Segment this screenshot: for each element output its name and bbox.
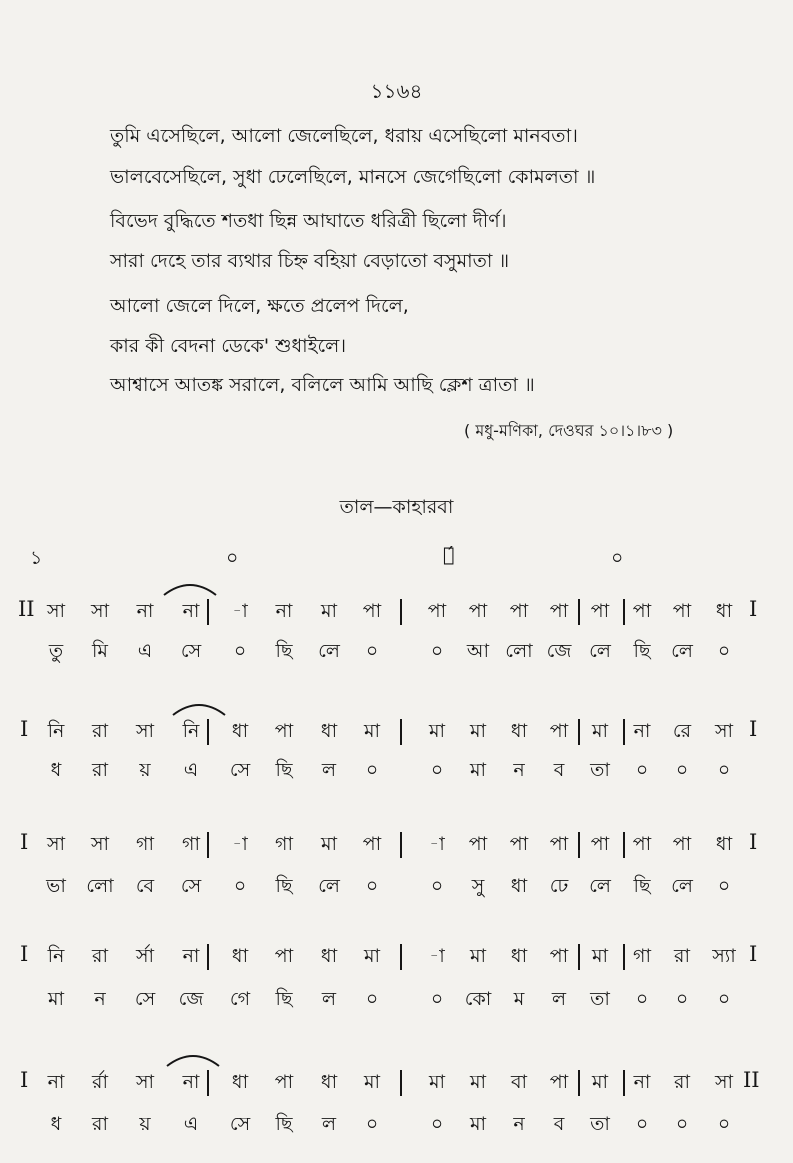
lyric-syllable: ব: [553, 759, 565, 781]
lyric-syllable: মি: [92, 640, 108, 662]
lyric-syllable: ০: [717, 1113, 731, 1135]
bar-line: [623, 719, 625, 745]
lyric-syllable: ০: [717, 875, 731, 897]
lyric-syllable: ০: [365, 988, 379, 1010]
bar-line: [623, 832, 625, 858]
swara-note: স্যা: [712, 945, 736, 967]
start-barline: I: [20, 942, 29, 966]
lyric-syllable: এ: [137, 640, 153, 662]
swara-note: ধা: [320, 945, 338, 967]
poem-line: বিভেদ বুদ্ধিতে শতধা ছিন্ন আঘাতে ধরিত্রী ছিলো দীর্ণ।: [110, 210, 507, 232]
lyric-syllable: ০: [430, 875, 444, 897]
lyric-syllable: ছি: [275, 759, 293, 781]
bar-line: [623, 944, 625, 970]
tala-mark: ০: [611, 547, 624, 569]
lyric-syllable: ০: [675, 759, 689, 781]
bar-line: [578, 832, 580, 858]
bar-line: [207, 719, 209, 745]
lyric-syllable: য়: [139, 759, 151, 781]
swara-note: সা: [714, 1071, 734, 1093]
end-barline: II: [743, 1068, 760, 1092]
swara-note: পা: [549, 720, 569, 742]
swara-note: রা: [674, 945, 690, 967]
swara-note: সা: [90, 600, 110, 622]
lyric-syllable: ০: [365, 1113, 379, 1135]
lyric-syllable: তা: [590, 759, 610, 781]
poem-line: আলো জেলে দিলে, ক্ষতে প্রলেপ দিলে,: [110, 295, 409, 317]
swara-note: মা: [428, 1071, 446, 1093]
lyric-syllable: জে: [178, 988, 204, 1010]
slur-mark: [162, 579, 218, 597]
lyric-syllable: য়: [139, 1113, 151, 1135]
end-barline: I: [749, 830, 758, 854]
lyric-syllable: এ: [183, 1113, 199, 1135]
bar-line: [207, 1070, 209, 1096]
swara-note: না: [633, 720, 651, 742]
lyric-syllable: সে: [229, 759, 251, 781]
lyric-syllable: এ: [183, 759, 199, 781]
swara-note: না: [182, 600, 200, 622]
lyric-syllable: ০: [675, 1113, 689, 1135]
lyric-syllable: ম: [513, 988, 525, 1010]
swara-note: র্রা: [92, 1071, 108, 1093]
lyric-syllable: ল: [321, 988, 337, 1010]
lyric-syllable: সু: [471, 875, 485, 897]
bar-line: [207, 832, 209, 858]
swara-note: পা: [427, 600, 447, 622]
lyric-syllable: গে: [229, 988, 251, 1010]
lyric-syllable: ০: [365, 875, 379, 897]
start-barline: I: [20, 830, 29, 854]
swara-note: গা: [136, 833, 154, 855]
lyric-syllable: ০: [635, 1113, 649, 1135]
bar-line: [400, 832, 402, 858]
swara-note: মা: [363, 720, 381, 742]
swara-note: ধা: [320, 1071, 338, 1093]
lyric-syllable: ব: [553, 1113, 565, 1135]
lyric-syllable: তু: [48, 640, 64, 662]
swara-note: পা: [362, 833, 382, 855]
swara-note: পা: [549, 945, 569, 967]
swara-note: নি: [182, 720, 200, 742]
lyric-syllable: তা: [590, 1113, 610, 1135]
swara-note: -া: [429, 945, 445, 967]
end-barline: I: [749, 717, 758, 741]
swara-note: পা: [632, 833, 652, 855]
swara-note: গা: [182, 833, 200, 855]
lyric-syllable: সে: [229, 1113, 251, 1135]
lyric-syllable: ছি: [275, 640, 293, 662]
swara-note: মা: [469, 720, 487, 742]
swara-note: -া: [429, 833, 445, 855]
poem-line: তুমি এসেছিলে, আলো জেলেছিলে, ধরায় এসেছিলো মানবতা।: [110, 125, 578, 147]
lyric-syllable: ০: [635, 759, 649, 781]
swara-note: পা: [468, 833, 488, 855]
lyric-syllable: লে: [589, 875, 611, 897]
lyric-syllable: ল: [321, 1113, 337, 1135]
tala-mark: ১: [30, 547, 43, 569]
swara-note: মা: [428, 720, 446, 742]
swara-note: পা: [274, 1071, 294, 1093]
end-barline: I: [749, 597, 758, 621]
swara-note: রা: [674, 1071, 690, 1093]
swara-note: মা: [591, 1071, 609, 1093]
tala-mark: ২́: [443, 544, 455, 566]
swara-note: পা: [672, 833, 692, 855]
swara-note: না: [275, 600, 293, 622]
bar-line: [207, 944, 209, 970]
swara-note: গা: [633, 945, 651, 967]
lyric-syllable: রা: [92, 1113, 108, 1135]
lyric-syllable: ০: [430, 640, 444, 662]
swara-note: সা: [90, 833, 110, 855]
lyric-syllable: লে: [318, 875, 340, 897]
swara-note: সা: [135, 720, 155, 742]
lyric-row: [0, 756, 793, 792]
lyric-syllable: ছি: [275, 1113, 293, 1135]
swara-note: মা: [363, 945, 381, 967]
lyric-syllable: ধ: [50, 759, 62, 781]
swara-note: পা: [549, 833, 569, 855]
lyric-syllable: লো: [86, 875, 114, 897]
swara-note: র্সা: [135, 945, 155, 967]
lyric-syllable: লে: [318, 640, 340, 662]
poem-line: আশ্বাসে আতঙ্ক সরালে, বলিলে আমি আছি ক্লেশ ত্রাতা ॥: [110, 374, 535, 396]
swara-note: -া: [232, 833, 248, 855]
swara-note: মা: [363, 1071, 381, 1093]
swara-note: মা: [320, 833, 338, 855]
swara-note: সা: [714, 720, 734, 742]
bar-line: [207, 599, 209, 625]
lyric-syllable: ল: [321, 759, 337, 781]
lyric-syllable: তা: [590, 988, 610, 1010]
lyric-syllable: ০: [635, 988, 649, 1010]
swara-note: পা: [672, 600, 692, 622]
swara-note: ধা: [715, 833, 733, 855]
swara-note: না: [633, 1071, 651, 1093]
poem-line: কার কী বেদনা ডেকে' শুধাইলে।: [110, 335, 347, 357]
lyric-syllable: ধা: [510, 875, 528, 897]
bar-line: [578, 1070, 580, 1096]
lyric-syllable: লে: [671, 875, 693, 897]
source-citation: ( মধু-মণিকা, দেওঘর ১০।১।৮৩ ): [464, 421, 674, 440]
swara-note: নি: [47, 945, 65, 967]
swara-note: না: [136, 600, 154, 622]
lyric-syllable: মা: [469, 1113, 487, 1135]
swara-note: -া: [232, 600, 248, 622]
lyric-syllable: ০: [233, 875, 247, 897]
swara-note: নি: [47, 720, 65, 742]
swara-note: পা: [632, 600, 652, 622]
swara-note: পা: [549, 1071, 569, 1093]
swara-note: সা: [135, 1071, 155, 1093]
lyric-syllable: ০: [233, 640, 247, 662]
lyric-syllable: ০: [430, 988, 444, 1010]
swara-note: গা: [275, 833, 293, 855]
end-barline: I: [749, 942, 758, 966]
lyric-syllable: ঢে: [549, 875, 569, 897]
lyric-syllable: ছি: [633, 875, 651, 897]
lyric-syllable: ছি: [275, 988, 293, 1010]
lyric-syllable: কো: [464, 988, 492, 1010]
lyric-syllable: সে: [134, 988, 156, 1010]
bar-line: [578, 944, 580, 970]
start-barline: I: [20, 717, 29, 741]
swara-note: ধা: [510, 945, 528, 967]
swara-note: পা: [274, 720, 294, 742]
swara-note: পা: [468, 600, 488, 622]
swara-note: ধা: [231, 1071, 249, 1093]
swara-note: পা: [590, 600, 610, 622]
lyric-syllable: ন: [94, 988, 106, 1010]
lyric-syllable: ০: [675, 988, 689, 1010]
tala-mark: ০: [226, 547, 239, 569]
swara-note: পা: [509, 600, 529, 622]
page-number: ১১৬৪: [370, 79, 423, 103]
swara-note: মা: [469, 1071, 487, 1093]
lyric-syllable: জে: [546, 640, 572, 662]
swara-row: [0, 717, 793, 753]
lyric-syllable: ০: [365, 640, 379, 662]
bar-line: [400, 944, 402, 970]
slur-mark: [171, 699, 227, 717]
swara-note: না: [182, 1071, 200, 1093]
lyric-syllable: মা: [469, 759, 487, 781]
swara-note: রা: [92, 945, 108, 967]
lyric-syllable: ০: [430, 1113, 444, 1135]
swara-note: মা: [591, 945, 609, 967]
lyric-syllable: ন: [513, 759, 525, 781]
swara-note: না: [47, 1071, 65, 1093]
swara-row: [0, 830, 793, 866]
poem-line: সারা দেহে তার ব্যথার চিহ্ন বহিয়া বেড়াতো বসুমাতা ॥: [110, 250, 510, 272]
lyric-syllable: ০: [365, 759, 379, 781]
bar-line: [578, 599, 580, 625]
lyric-syllable: ধ: [50, 1113, 62, 1135]
lyric-syllable: ০: [717, 988, 731, 1010]
start-barline: II: [18, 597, 35, 621]
swara-note: পা: [274, 945, 294, 967]
swara-note: সা: [46, 600, 66, 622]
lyric-row: [0, 1110, 793, 1146]
swara-note: ধা: [320, 720, 338, 742]
lyric-syllable: সে: [180, 640, 202, 662]
swara-note: মা: [469, 945, 487, 967]
swara-note: রে: [672, 720, 692, 742]
swara-row: [0, 942, 793, 978]
lyric-row: [0, 872, 793, 908]
lyric-syllable: লো: [505, 640, 533, 662]
bar-line: [400, 599, 402, 625]
lyric-syllable: ভা: [46, 875, 66, 897]
poem-line: ভালবেসেছিলে, সুধা ঢেলেছিলে, মানসে জেগেছিলো কোমলতা ॥: [110, 166, 596, 188]
start-barline: I: [20, 1068, 29, 1092]
lyric-syllable: লে: [589, 640, 611, 662]
swara-note: পা: [549, 600, 569, 622]
lyric-syllable: ল: [551, 988, 567, 1010]
bar-line: [400, 719, 402, 745]
lyric-syllable: বে: [135, 875, 155, 897]
lyric-syllable: লে: [671, 640, 693, 662]
swara-note: রা: [92, 720, 108, 742]
swara-row: [0, 1068, 793, 1104]
lyric-syllable: আ: [466, 640, 490, 662]
lyric-syllable: সে: [180, 875, 202, 897]
swara-note: না: [182, 945, 200, 967]
tala-title: তাল—কাহারবা: [339, 496, 454, 518]
bar-line: [578, 719, 580, 745]
lyric-syllable: রা: [92, 759, 108, 781]
lyric-row: [0, 637, 793, 673]
lyric-row: [0, 985, 793, 1021]
swara-row: [0, 597, 793, 633]
swara-note: বা: [510, 1071, 528, 1093]
bar-line: [623, 599, 625, 625]
bar-line: [623, 1070, 625, 1096]
lyric-syllable: ন: [513, 1113, 525, 1135]
swara-note: ধা: [510, 720, 528, 742]
swara-note: ধা: [231, 945, 249, 967]
swara-note: পা: [362, 600, 382, 622]
swara-note: সা: [46, 833, 66, 855]
bar-line: [400, 1070, 402, 1096]
swara-note: পা: [509, 833, 529, 855]
slur-mark: [165, 1050, 221, 1068]
lyric-syllable: ০: [717, 640, 731, 662]
swara-note: মা: [320, 600, 338, 622]
swara-note: পা: [590, 833, 610, 855]
lyric-syllable: ছি: [275, 875, 293, 897]
swara-note: ধা: [715, 600, 733, 622]
lyric-syllable: ০: [430, 759, 444, 781]
swara-note: মা: [591, 720, 609, 742]
swara-note: ধা: [231, 720, 249, 742]
lyric-syllable: মা: [47, 988, 65, 1010]
lyric-syllable: ছি: [633, 640, 651, 662]
lyric-syllable: ০: [717, 759, 731, 781]
